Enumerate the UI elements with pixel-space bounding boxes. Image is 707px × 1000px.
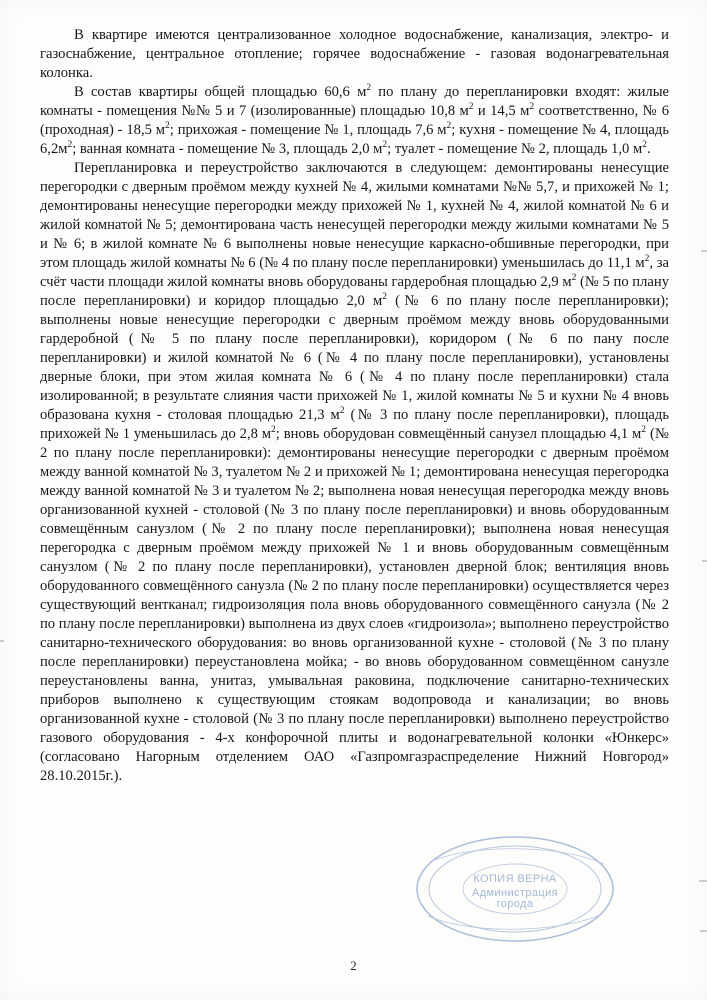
stamp-line-2: Администрация xyxy=(471,887,559,899)
page-edge-artifact xyxy=(701,250,707,252)
stamp-line-1: КОПИЯ ВЕРНА xyxy=(473,873,557,885)
document-text-body xyxy=(40,26,669,786)
stamp-line-3: города xyxy=(496,898,534,910)
page-edge-artifact xyxy=(0,640,4,642)
paragraph-2: В состав квартиры общей площадью 60,6 $м^2$ по плану до перепланировки входят: жилые комнаты - помещения №№ 5 и 7 (изолированные) площадью 10,8 $м^2$ и 14,5 $м^2$ соответственно, № 6 (проходная) - 18,5 $м^2$; прихожая - помещение № 1, площадь 7,6 $м^2$; кухня - помещение № 4, площадь $6,2м^2$; ванная комната - помещение № 3, площадь 2,0 $м^2$; туалет - помещение № 2, площадь 1,0 $м^2$. xyxy=(40,83,670,157)
official-stamp xyxy=(408,830,623,948)
page-edge-artifact xyxy=(700,930,707,932)
page-edge-artifact xyxy=(699,880,707,882)
page-number: 2 xyxy=(350,958,357,973)
page-edge-artifact xyxy=(702,560,707,562)
paragraph-1: В квартире имеются централизованное холодное водоснабжение, канализация, электро- и газоснабжение, центральное отопление; горячее водоснабжение - газовая водонагревательная колонка. xyxy=(40,27,669,81)
paragraph-3: Перепланировка и переустройство заключаются в следующем: демонтированы ненесущие перегородки с дверным проёмом между кухней № 4, жилыми комнатами №№ 5,7, и прихожей № 1; демонтированы ненесущие перегородки между прихожей № 1, кухней № 4, жилой комнатой № 6 и жилой комнатой № 5; демонтирована часть ненесущей перегородки между жилыми комнатами № 5 и № 6; в жилой комнате № 6 выполнены новые ненесущие каркасно-обшивные перегородки, при этом площадь жилой комнаты № 6 (№ 4 по плану после перепланировки) уменьшилась до 11,1 $м^2$, за счёт части площади жилой комнаты вновь оборудованы гардеробная площадью 2,9 $м^2$ (№ 5 по плану после перепланировки) и коридор площадью 2,0 $м^2$ (№ 6 по плану после перепланировки); выполнены новые ненесущие перегородки с дверным проёмом между вновь оборудованными гардеробной (№ 5 по плану после перепланировки), коридором (№ 6 по пану после перепланировки) и жилой комнатой № 6 (№ 4 по плану после перепланировки), установлены дверные блоки, при этом жилая комната № 6 (№ 4 по плану после перепланировки) стала изолированной; в результате слияния части прихожей № 1, жилой комнаты № 5 и кухни № 4 вновь образована кухня - столовая площадью 21,3 $м^2$ (№ 3 по плану после перепланировки), площадь прихожей № 1 уменьшилась до 2,8 $м^2$; вновь оборудован совмещённый санузел площадью 4,1 $м^2$ (№ 2 по плану после перепланировки): демонтированы ненесущие перегородки с дверным проёмом между ванной комнатой № 3, туалетом № 2 и прихожей № 1; демонтирована ненесущая перегородка между ванной комнатой № 3 и туалетом № 2; выполнена новая ненесущая перегородка между вновь организованной кухней - столовой (№ 3 по плану после перепланировки) и вновь оборудованным совмещённым санузлом (№ 2 по плану после перепланировки); выполнена новая ненесущая перегородка с дверным проёмом между прихожей № 1 и вновь оборудованным совмещённым санузлом (№ 2 по плану после перепланировки), установлен дверной блок; вентиляция вновь оборудованного совмещённого санузла (№ 2 по плану после перепланировки) осуществляется через существующий вентканал; гидроизоляция пола вновь оборудованного совмещённого санузла (№ 2 по плану после перепланировки) выполнена из двух слоев «гидроизола»; выполнено переустройство санитарно-технического оборудования: во вновь организованной кухне - столовой (№ 3 по плану после перепланировки) переустановлена мойка; - во вновь оборудованном совмещённом санузле переустановлены ванна, унитаз, умывальная раковина, подключение санитарно-технических приборов выполнено к существующим стоякам водопровода и канализации; во вновь организованной кухне - столовой (№ 3 по плану после перепланировки) выполнено переустройство газового оборудования - 4-х конфорочной плиты и водонагревательной колонки «Юнкерс» (согласовано Нагорным отделением ОАО «Газпромгазраспределение Нижний Новгород» 28.10.2015г.). xyxy=(40,160,670,784)
